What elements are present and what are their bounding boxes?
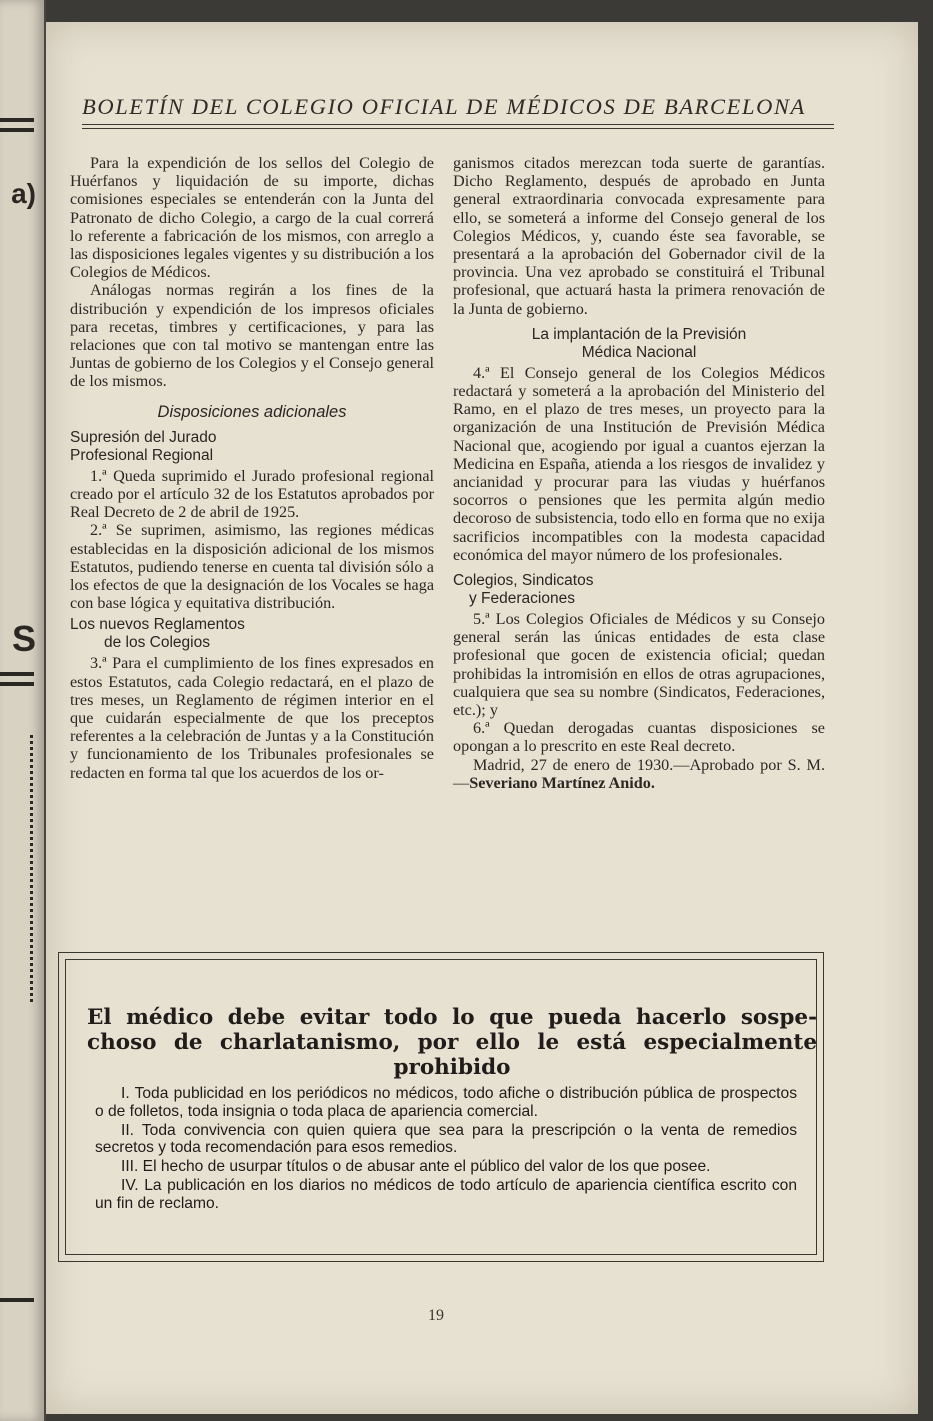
paragraph [453,756,825,792]
section-heading-line: y Federaciones [469,590,575,608]
paragraph: 1.ª Queda suprimido el Jurado profesional regional creado por el artículo 32 de los Estatutos aprobados por Real Decreto de 2 de abril de 1925. [70,466,434,522]
closing-text: Madrid, 27 de enero de 1930.—Aprobado por S. M.— [453,755,825,792]
section-heading-line: Supresión del Jurado [70,428,217,446]
paragraph: Para la expendición de los sellos del Colegio de Huérfanos y liquidación de su importe, dichas comisiones especiales se entenderán con la Junta del Patronato de dicho Colegio, a cargo de la cual correrá lo referente a fabricación de los mismos, con arreglo a las disposiciones legales vigentes y su distribución a los Colegios de Médicos. [70,154,434,282]
left-column [70,154,434,782]
notice-item: IV. La publicación en los diarios no médicos de todo artículo de apariencia científica escrito con un fin de reclamo. [95,1176,797,1212]
header-rule [82,128,834,129]
notice-item: II. Toda convivencia con quien quiera que sea para la prescripción o la venta de remedios secretos y toda recomendación para esos remedios. [95,1121,797,1157]
section-heading [453,326,825,362]
notice-title [87,1005,817,1080]
paragraph: 3.ª Para el cumplimiento de los fines expresados en estos Estatutos, cada Colegio redactará, en el plazo de tres meses, un Reglamento de régimen interior en el que cuidarán especialmente de que los preceptos referentes a la celebración de Juntas y a la Constitución y funcionamiento de los Tribunales profesionales se redacten en forma tal que los acuerdos de los or- [70,654,434,782]
page-number: 19 [428,1307,444,1324]
notice-box [58,952,824,1262]
signature: Severiano Martínez Anido. [469,773,655,792]
running-head: BOLETÍN DEL COLEGIO OFICIAL DE MÉDICOS DE BARCELONA [82,94,806,119]
document-page [46,22,918,1414]
section-heading [453,572,825,608]
notice-item: I. Toda publicidad en los periódicos no médicos, todo afiche o distribución pública de prospectos o de folletos, toda insignia o toda placa de apariencia comercial. [95,1085,797,1120]
paragraph: 2.ª Se suprimen, asimismo, las regiones médicas establecidas en la disposición adicional de los mismos Estatutos, pudiendo tenerse en cuenta tal división sólo a los efectos de que la designación de los Vocales se haga con base lógica y equitativa distribución. [70,521,434,613]
notice-item: III. El hecho de usurpar títulos o de abusar ante el público del valor de los que posee. [121,1158,711,1176]
edge-rule [0,682,34,686]
notice-title-line: prohibido [393,1055,511,1080]
right-column [453,154,825,792]
paragraph: 4.ª El Consejo general de los Colegios Médicos redactará y someterá a la aprobación del Ministerio del Ramo, en el plazo de tres meses, un proyecto para la organización de una Institución de Previsión Médica Nacional que, acogiendo por igual a cuantos ejerzan la Medicina en España, atienda a los riesgos de invalidez y ancianidad y procurar para las viudas y huérfanos socorros o pensiones que les permita algún medio decoroso de subsistencia, todo ello en forma que no exija sacrificios incompatibles con la modesta capacidad económica del mayor número de los profesionales. [453,363,825,564]
section-heading-line: Profesional Regional [70,446,214,464]
header-rule [82,124,834,125]
paragraph: 5.ª Los Colegios Oficiales de Médicos y su Consejo general serán las únicas entidades de esta clase profesional que gocen de existencia oficial; quedan prohibidas la intromisión en ellos de otras agrupaciones, cualquiera que sea su nombre (Sindicatos, Federaciones, etc.); y [453,610,825,720]
section-heading-line: Los nuevos Reglamentos [70,616,245,634]
section-heading [70,616,434,652]
edge-rule [0,1298,34,1302]
notice-title-line: El médico debe evitar todo lo que pueda hacerlo sospe- [87,1005,817,1030]
edge-rule [0,128,34,132]
edge-rule [0,118,34,122]
section-heading-line: Médica Nacional [581,343,697,361]
section-heading [70,429,434,465]
edge-rule [0,672,34,676]
adjacent-page-edge [0,0,46,1421]
section-heading-line: de los Colegios [104,634,210,652]
paragraph: Análogas normas regirán a los fines de la distribución y expendición de los impresos oficiales para recetas, timbres y certificaciones, y para las relaciones que con tal motivo se mantengan entre las Juntas de gobierno de los Colegios y el Consejo general de los mismos. [70,281,434,391]
section-heading-line: Colegios, Sindicatos [453,572,594,590]
paragraph: 6.ª Quedan derogadas cuantas disposiciones se opongan a lo prescrito en este Real decreto. [453,719,825,756]
notice-title-line: choso de charlatanismo, por ello le está especialmente [87,1030,817,1055]
section-heading-line: La implantación de la Previsión [531,325,747,343]
notice-items [95,1085,797,1214]
edge-fragment: S [11,618,36,659]
paragraph: ganismos citados merezcan toda suerte de garantías. Dicho Reglamento, después de aprobado en Junta general extraordinaria convocada expresamente para ello, se someterá a informe del Consejo general de los Colegios Médicos, y, cuando éste sea favorable, se presentará a la aprobación del Gobernador civil de la provincia. Una vez aprobado se constituirá el Tribunal profesional, que actuará hasta la primera renovación de la Junta de gobierno. [453,154,825,318]
edge-dotted-border [30,735,33,1005]
edge-fragment: a) [11,178,36,209]
section-subhead: Disposiciones adicionales [157,402,347,421]
